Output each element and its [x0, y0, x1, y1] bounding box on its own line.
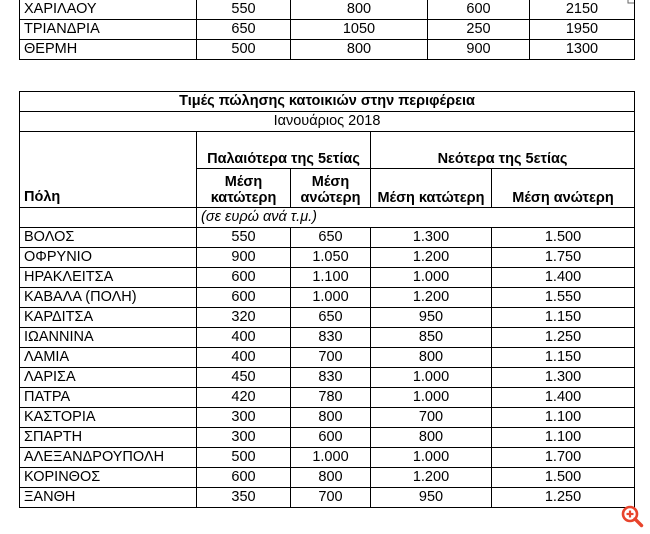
price-cell: 600 [291, 427, 371, 447]
price-cell: 1.750 [492, 247, 635, 267]
city-cell: ΗΡΑΚΛΕΙΤΣΑ [20, 267, 197, 287]
value-cell: 800 [291, 0, 428, 20]
price-cell: 1.000 [291, 287, 371, 307]
table-row [20, 227, 635, 247]
price-cell: 1.300 [492, 367, 635, 387]
table-row [20, 447, 635, 467]
price-cell: 1.100 [492, 427, 635, 447]
table-row [20, 327, 635, 347]
value-cell: 1300 [530, 40, 635, 60]
value-cell: 1950 [530, 20, 635, 40]
price-cell: 800 [371, 427, 492, 447]
top-price-table [19, 0, 635, 60]
price-cell: 300 [197, 427, 291, 447]
corner-mark-icon [626, 0, 634, 4]
main-table-body [20, 227, 635, 507]
units-row-spacer [20, 207, 197, 227]
price-cell: 900 [197, 247, 291, 267]
price-cell: 420 [197, 387, 291, 407]
price-cell: 850 [371, 327, 492, 347]
table-row [20, 267, 635, 287]
price-cell: 950 [371, 307, 492, 327]
price-cell: 1.000 [371, 387, 492, 407]
group-header-new: Νεότερα της 5ετίας [371, 132, 635, 169]
city-cell: ΧΑΡΙΛΑΟΥ [20, 0, 197, 20]
price-cell: 1.100 [291, 267, 371, 287]
top-table-body [20, 0, 635, 60]
table-row [20, 20, 635, 40]
table-row [20, 0, 635, 20]
value-cell: 800 [291, 40, 428, 60]
city-cell: ΤΡΙΑΝΔΡΙΑ [20, 20, 197, 40]
table-title: Τιμές πώλησης κατοικιών στην περιφέρεια [20, 92, 635, 112]
price-cell: 1.500 [492, 467, 635, 487]
value-cell: 900 [428, 40, 530, 60]
value-cell: 250 [428, 20, 530, 40]
city-cell: ΞΑΝΘΗ [20, 487, 197, 507]
price-cell: 800 [371, 347, 492, 367]
table-row [20, 287, 635, 307]
price-cell: 400 [197, 347, 291, 367]
price-cell: 650 [291, 307, 371, 327]
price-cell: 500 [197, 447, 291, 467]
price-cell: 800 [291, 407, 371, 427]
price-cell: 650 [291, 227, 371, 247]
value-cell: 2150 [530, 0, 635, 20]
units-label: (σε ευρώ ανά τ.μ.) [197, 207, 635, 227]
table-row [20, 407, 635, 427]
table-row [20, 387, 635, 407]
price-cell: 700 [371, 407, 492, 427]
price-cell: 780 [291, 387, 371, 407]
table-row [20, 427, 635, 447]
price-cell: 1.300 [371, 227, 492, 247]
value-cell: 550 [197, 0, 291, 20]
city-cell: ΘΕΡΜΗ [20, 40, 197, 60]
city-cell: ΙΩΑΝΝΙΝΑ [20, 327, 197, 347]
table-row [20, 40, 635, 60]
table-row [20, 487, 635, 507]
price-cell: 1.550 [492, 287, 635, 307]
city-cell: ΒΟΛΟΣ [20, 227, 197, 247]
table-subtitle: Ιανουάριος 2018 [20, 112, 635, 132]
city-cell: ΑΛΕΞΑΝΔΡΟΥΠΟΛΗ [20, 447, 197, 467]
city-header-spacer [20, 132, 197, 169]
column-header-city: Πόλη [20, 169, 197, 208]
price-cell: 1.250 [492, 487, 635, 507]
price-cell: 600 [197, 267, 291, 287]
price-cell: 1.150 [492, 307, 635, 327]
price-cell: 550 [197, 227, 291, 247]
value-cell: 1050 [291, 20, 428, 40]
table-row [20, 367, 635, 387]
price-cell: 830 [291, 327, 371, 347]
price-cell: 600 [197, 467, 291, 487]
price-cell: 1.250 [492, 327, 635, 347]
city-cell: ΣΠΑΡΤΗ [20, 427, 197, 447]
regional-prices-table [19, 91, 635, 508]
city-cell: ΚΑΒΑΛΑ (ΠΟΛΗ) [20, 287, 197, 307]
column-header-new-low: Μέση κατώτερη [371, 169, 492, 208]
price-cell: 400 [197, 327, 291, 347]
table-row [20, 467, 635, 487]
city-cell: ΟΦΡΥΝΙΟ [20, 247, 197, 267]
column-header-new-high: Μέση ανώτερη [492, 169, 635, 208]
price-cell: 700 [291, 347, 371, 367]
city-cell: ΛΑΡΙΣΑ [20, 367, 197, 387]
price-cell: 700 [291, 487, 371, 507]
city-cell: ΚΟΡΙΝΘΟΣ [20, 467, 197, 487]
price-cell: 600 [197, 287, 291, 307]
column-header-old-high: Μέση ανώτερη [291, 169, 371, 208]
city-cell: ΛΑΜΙΑ [20, 347, 197, 367]
price-cell: 450 [197, 367, 291, 387]
table-row [20, 247, 635, 267]
zoom-in-icon[interactable] [620, 504, 644, 528]
city-cell: ΠΑΤΡΑ [20, 387, 197, 407]
price-cell: 1.050 [291, 247, 371, 267]
price-cell: 350 [197, 487, 291, 507]
price-cell: 1.200 [371, 467, 492, 487]
value-cell: 500 [197, 40, 291, 60]
price-cell: 800 [291, 467, 371, 487]
price-cell: 1.000 [371, 447, 492, 467]
price-cell: 1.200 [371, 287, 492, 307]
price-cell: 1.000 [291, 447, 371, 467]
city-cell: ΚΑΣΤΟΡΙΑ [20, 407, 197, 427]
value-cell: 650 [197, 20, 291, 40]
city-cell: ΚΑΡΔΙΤΣΑ [20, 307, 197, 327]
group-header-old: Παλαιότερα της 5ετίας [197, 132, 371, 169]
price-cell: 1.150 [492, 347, 635, 367]
price-cell: 1.700 [492, 447, 635, 467]
price-cell: 320 [197, 307, 291, 327]
price-cell: 1.500 [492, 227, 635, 247]
price-cell: 950 [371, 487, 492, 507]
column-header-old-low: Μέση κατώτερη [197, 169, 291, 208]
price-cell: 1.200 [371, 247, 492, 267]
value-cell: 600 [428, 0, 530, 20]
price-cell: 1.100 [492, 407, 635, 427]
table-row [20, 307, 635, 327]
price-cell: 1.400 [492, 267, 635, 287]
price-cell: 830 [291, 367, 371, 387]
price-cell: 1.000 [371, 267, 492, 287]
price-cell: 300 [197, 407, 291, 427]
table-row [20, 347, 635, 367]
price-cell: 1.000 [371, 367, 492, 387]
price-cell: 1.400 [492, 387, 635, 407]
